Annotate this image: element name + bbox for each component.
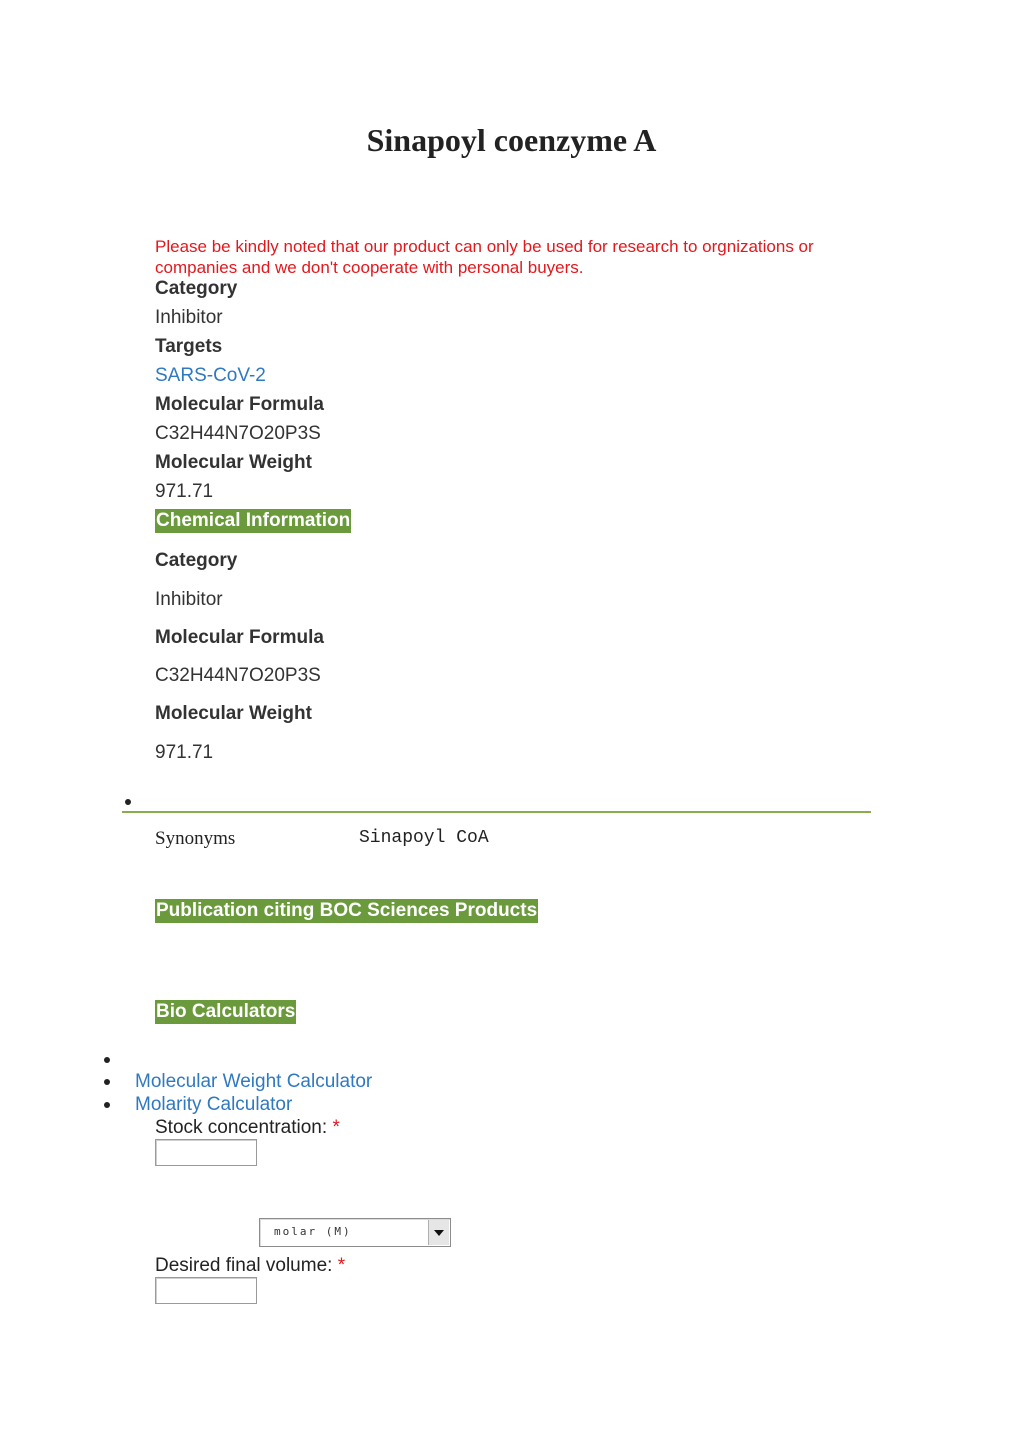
molecular-formula-label: Molecular Formula [155,394,324,415]
category-label: Category [155,278,238,299]
molarity-calculator-link[interactable]: Molarity Calculator [135,1094,293,1115]
publication-heading: Publication citing BOC Sciences Products [156,900,538,921]
targets-label: Targets [155,336,223,357]
chem-weight-label: Molecular Weight [155,703,312,724]
required-asterisk: * [332,1117,340,1138]
synonyms-value: Sinapoyl CoA [359,828,489,848]
category-value: Inhibitor [155,307,223,328]
empty-list-bullet-2 [104,1057,110,1063]
stock-concentration-text: Stock concentration: [155,1117,333,1138]
bio-calculators-heading: Bio Calculators [156,1001,296,1022]
chevron-down-icon[interactable] [428,1220,449,1245]
molecular-weight-calculator-link[interactable]: Molecular Weight Calculator [135,1071,373,1092]
list-bullet [104,1079,110,1085]
synonyms-label: Synonyms [155,828,236,849]
required-asterisk: * [337,1255,346,1276]
chem-weight-value: 971.71 [155,742,214,763]
desired-final-volume-input[interactable] [155,1277,257,1304]
stock-concentration-input[interactable] [155,1139,257,1166]
concentration-unit-select[interactable] [259,1218,451,1247]
chem-formula-label: Molecular Formula [155,627,324,648]
section-divider [122,811,871,813]
research-use-notice: Please be kindly noted that our product can only be used for research to orgnizations or companies and we don't cooperate with personal buyers. [155,237,814,277]
chem-formula-value: C32H44N7O20P3S [155,665,321,686]
unit-selected-value: molar (M) [274,1225,352,1238]
empty-list-bullet [125,799,131,805]
chem-category-label: Category [155,550,238,571]
list-bullet [104,1102,110,1108]
stock-concentration-label [155,1117,340,1139]
desired-final-volume-label [155,1255,345,1277]
molecular-formula-value: C32H44N7O20P3S [155,423,321,444]
page-title: Sinapoyl coenzyme A [366,122,657,158]
molecular-weight-value: 971.71 [155,481,214,502]
molecular-weight-label: Molecular Weight [155,452,312,473]
target-link-sars-cov-2[interactable]: SARS-CoV-2 [155,365,266,386]
desired-final-volume-text: Desired final volume: [155,1255,338,1276]
chemical-information-heading: Chemical Information [156,510,351,531]
chem-category-value: Inhibitor [155,589,223,610]
